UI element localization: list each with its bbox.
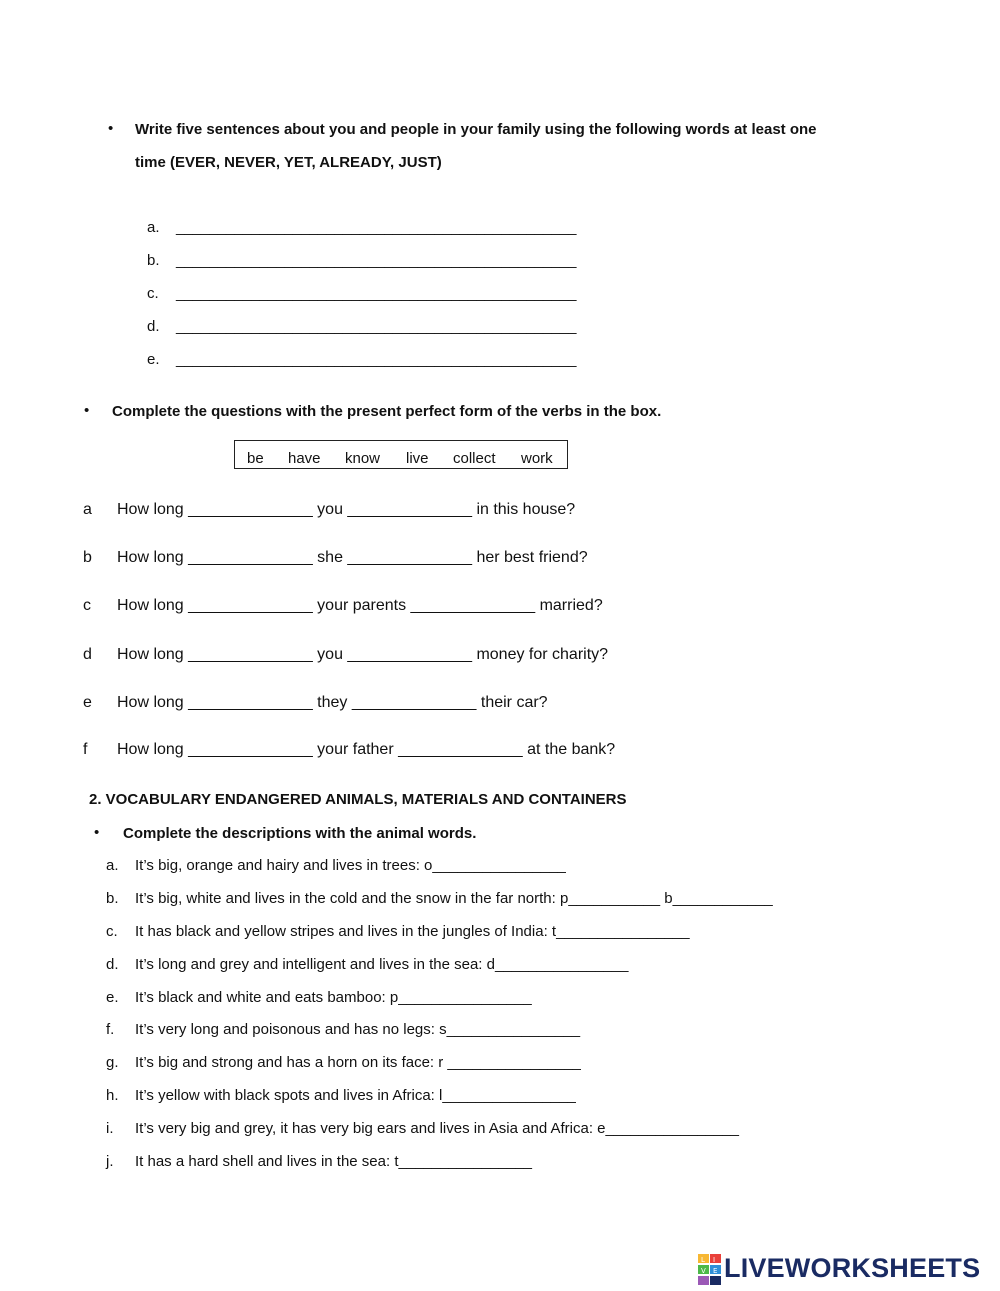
svg-text:V: V (701, 1267, 706, 1275)
box-word: collect (453, 450, 496, 467)
item-text[interactable]: It’s big, white and lives in the cold and the snow in the far north: p___________ b____________ (135, 890, 773, 907)
item-letter: f. (106, 1021, 115, 1038)
question-text[interactable]: How long ______________ your parents ______________ married? (117, 597, 603, 614)
answer-blank[interactable]: ________________________________________________ (176, 219, 577, 236)
question-letter: d (83, 646, 92, 663)
question-text[interactable]: How long ______________ your father ______________ at the bank? (117, 741, 616, 758)
box-word: know (345, 450, 381, 467)
item-text[interactable]: It’s big, orange and hairy and lives in trees: o________________ (135, 857, 566, 874)
question-letter: c (83, 597, 91, 614)
item-letter: e. (106, 989, 119, 1006)
item-text[interactable]: It’s long and grey and intelligent and lives in the sea: d________________ (135, 956, 629, 973)
svg-text:I: I (713, 1256, 716, 1264)
answer-blank[interactable]: ________________________________________________ (176, 252, 577, 269)
question-text[interactable]: How long ______________ you ______________ money for charity? (117, 646, 609, 663)
item-text[interactable]: It has a hard shell and lives in the sea: t________________ (135, 1153, 532, 1170)
item-text[interactable]: It’s very big and grey, it has very big ears and lives in Asia and Africa: e________________ (135, 1120, 739, 1137)
item-letter: a. (147, 219, 160, 236)
item-text[interactable]: It’s big and strong and has a horn on its face: r ________________ (135, 1054, 581, 1071)
instruction: Complete the questions with the present perfect form of the verbs in the box. (112, 403, 662, 420)
bullet: • (94, 824, 100, 841)
question-letter: e (83, 694, 92, 711)
item-letter: h. (106, 1087, 119, 1104)
question-text[interactable]: How long ______________ you ______________ in this house? (117, 501, 576, 518)
bullet: • (108, 120, 114, 137)
word-box (234, 440, 568, 469)
item-text[interactable]: It’s very long and poisonous and has no legs: s________________ (135, 1021, 581, 1038)
instruction-line-2: time (EVER, NEVER, YET, ALREADY, JUST) (135, 154, 442, 171)
item-text[interactable]: It’s black and white and eats bamboo: p________________ (135, 989, 532, 1006)
item-text[interactable]: It has black and yellow stripes and lives in the jungles of India: t________________ (135, 923, 690, 940)
item-letter: g. (106, 1054, 119, 1071)
section-heading: 2. VOCABULARY ENDANGERED ANIMALS, MATERIALS AND CONTAINERS (89, 791, 627, 808)
question-letter: f (83, 741, 88, 758)
item-letter: d. (147, 318, 160, 335)
item-letter: d. (106, 956, 119, 973)
item-letter: e. (147, 351, 160, 368)
instruction-line-1: Write five sentences about you and people in your family using the following words at least one (135, 121, 817, 138)
answer-blank[interactable]: ________________________________________________ (176, 318, 577, 335)
instruction: Complete the descriptions with the animal words. (123, 825, 477, 842)
item-letter: a. (106, 857, 119, 874)
liveworksheets-logo-text: LIVEWORKSHEETS (724, 1253, 981, 1283)
item-letter: b. (147, 252, 160, 269)
box-word: have (288, 450, 321, 467)
item-letter: b. (106, 890, 119, 907)
svg-text:E: E (713, 1267, 718, 1275)
question-text[interactable]: How long ______________ she ______________ her best friend? (117, 549, 588, 566)
liveworksheets-logo-icon (698, 1254, 724, 1286)
box-word: be (247, 450, 264, 467)
item-letter: c. (147, 285, 159, 302)
item-letter: i. (106, 1120, 114, 1137)
answer-blank[interactable]: ________________________________________________ (176, 285, 577, 302)
item-letter: c. (106, 923, 118, 940)
question-text[interactable]: How long ______________ they ______________ their car? (117, 694, 548, 711)
item-letter: j. (106, 1153, 114, 1170)
question-letter: a (83, 501, 92, 518)
answer-blank[interactable]: ________________________________________________ (176, 351, 577, 368)
question-letter: b (83, 549, 92, 566)
box-word: live (406, 450, 429, 467)
box-word: work (521, 450, 553, 467)
svg-text:L: L (701, 1256, 705, 1264)
bullet: • (84, 402, 90, 419)
item-text[interactable]: It’s yellow with black spots and lives in Africa: l________________ (135, 1087, 576, 1104)
